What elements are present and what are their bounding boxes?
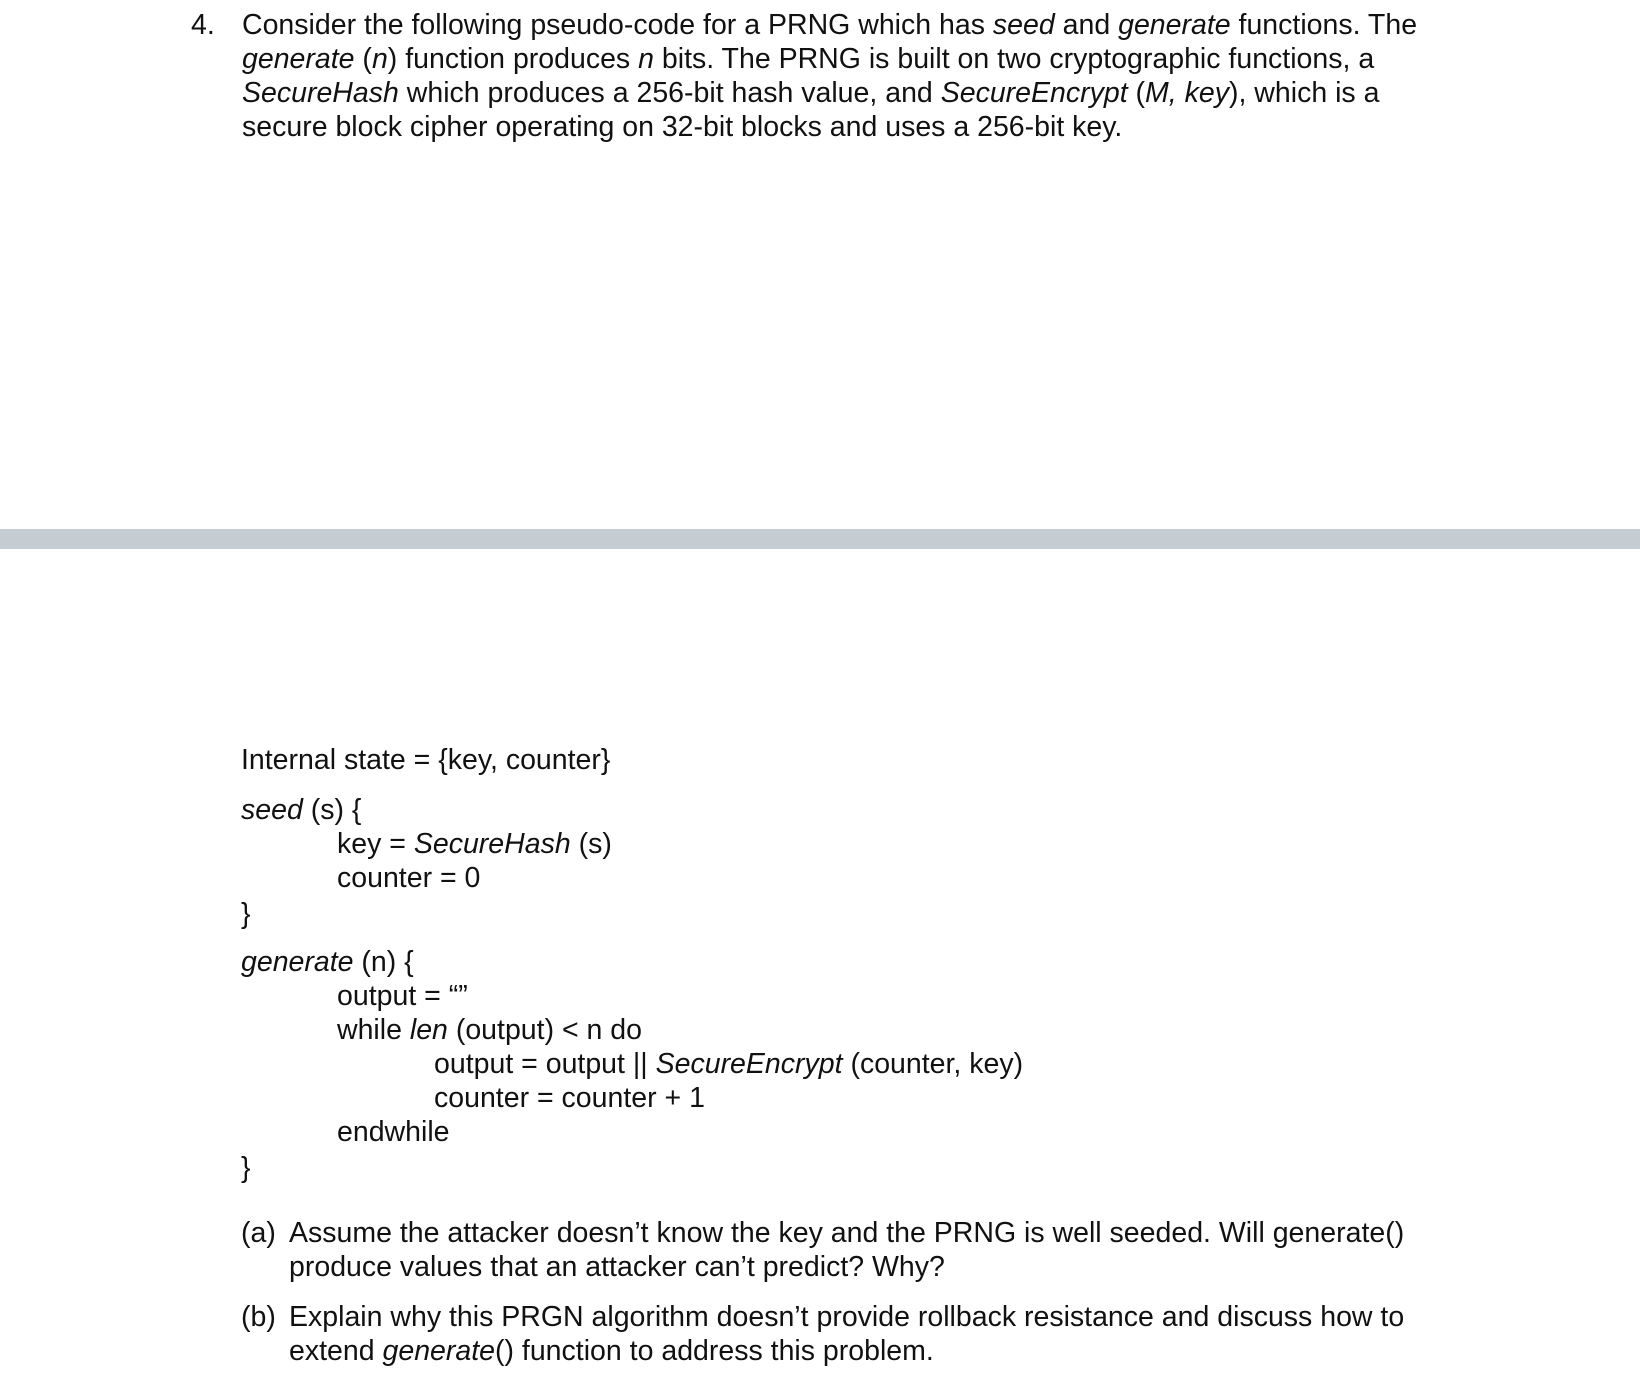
code-seed-close: } xyxy=(241,898,251,930)
code-generate-while: while len (output) < n do xyxy=(337,1014,643,1046)
section-divider xyxy=(0,529,1640,549)
code-seed-counter: counter = 0 xyxy=(337,862,481,894)
question-number: 4. xyxy=(191,9,215,41)
part-b-label: (b) xyxy=(241,1301,276,1333)
code-internal-state: Internal state = {key, counter} xyxy=(241,744,611,776)
part-b-line-1: Explain why this PRGN algorithm doesn’t provide rollback resistance and discuss how to xyxy=(289,1301,1405,1333)
part-a-line-2: produce values that an attacker can’t predict? Why? xyxy=(289,1251,945,1283)
question-line-4: secure block cipher operating on 32-bit blocks and uses a 256-bit key. xyxy=(242,111,1123,143)
code-generate-counter-update: counter = counter + 1 xyxy=(434,1082,705,1114)
code-generate-output-init: output = “” xyxy=(337,980,468,1012)
code-seed-key: key = SecureHash (s) xyxy=(337,828,612,860)
code-generate-close: } xyxy=(241,1152,251,1184)
part-b-line-2: extend generate() function to address this problem. xyxy=(289,1335,934,1367)
code-generate-endwhile: endwhile xyxy=(337,1116,450,1148)
part-a-label: (a) xyxy=(241,1217,276,1249)
code-seed-header: seed (s) { xyxy=(241,794,362,826)
code-generate-output-update: output = output || SecureEncrypt (counter, key) xyxy=(434,1048,1024,1080)
question-line-1: Consider the following pseudo-code for a PRNG which has seed and generate functions. The xyxy=(242,9,1418,41)
part-a-line-1: Assume the attacker doesn’t know the key and the PRNG is well seeded. Will generate() xyxy=(289,1217,1405,1249)
code-generate-header: generate (n) { xyxy=(241,946,414,978)
question-line-2: generate (n) function produces n bits. The PRNG is built on two cryptographic functions, a xyxy=(242,43,1375,75)
question-line-3: SecureHash which produces a 256-bit hash value, and SecureEncrypt (M, key), which is a xyxy=(242,77,1380,109)
